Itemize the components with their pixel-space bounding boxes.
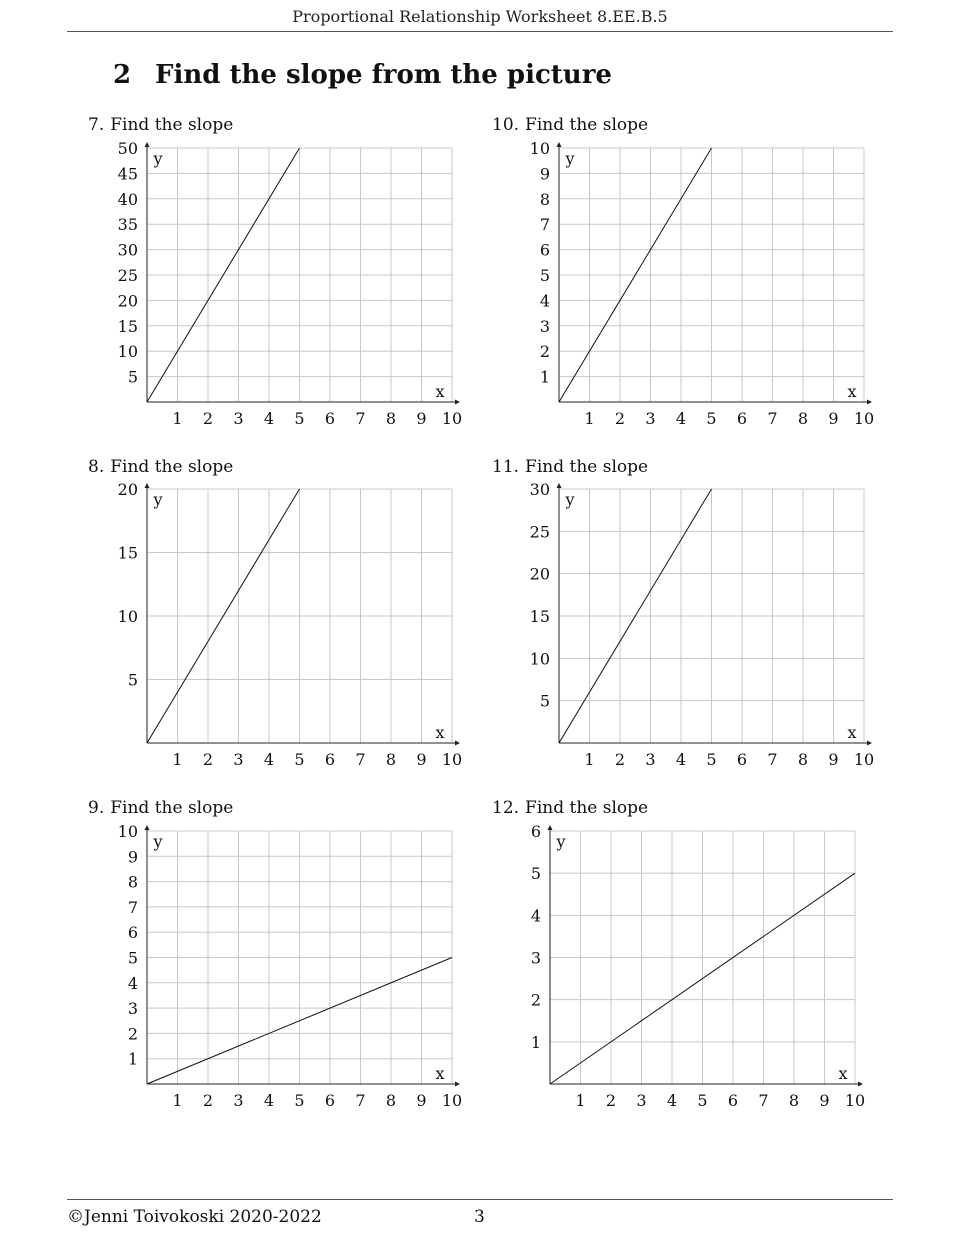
x-axis-arrow-icon [858, 1082, 863, 1087]
section-number: 2 [113, 60, 132, 90]
x-tick-label: 7 [355, 409, 366, 428]
y-tick-label: 3 [539, 316, 550, 336]
x-tick-label: 6 [324, 750, 336, 769]
x-tick-label: 7 [355, 750, 366, 769]
x-tick-label: 6 [727, 1091, 739, 1110]
y-tick-label: 15 [117, 316, 138, 336]
x-tick-label: 10 [441, 750, 463, 769]
x-tick-label: 2 [202, 750, 214, 769]
problem-prompt: Find the slope [525, 457, 649, 477]
x-tick-label: 2 [605, 1091, 617, 1110]
y-axis-label: y [556, 832, 566, 851]
problem-number: 9. [88, 798, 105, 818]
problem-number: 12. [492, 798, 520, 818]
y-tick-label: 2 [127, 1024, 138, 1044]
x-tick-label: 5 [706, 409, 717, 428]
y-tick-label: 6 [539, 240, 550, 260]
x-tick-label: 4 [263, 1091, 275, 1110]
y-tick-label: 8 [539, 189, 550, 209]
y-axis-label: y [153, 490, 163, 509]
x-tick-label: 2 [202, 1091, 214, 1110]
y-tick-label: 1 [539, 367, 550, 387]
y-tick-label: 20 [117, 480, 138, 499]
y-tick-label: 20 [117, 291, 138, 311]
graph-12 [531, 822, 865, 1110]
y-tick-label: 9 [127, 847, 138, 867]
y-axis-arrow-icon [548, 825, 553, 830]
y-tick-label: 15 [529, 607, 550, 626]
x-tick-label: 3 [233, 1091, 244, 1110]
x-tick-label: 10 [853, 409, 875, 428]
y-axis-arrow-icon [145, 142, 150, 147]
x-tick-label: 8 [385, 1091, 397, 1110]
y-tick-label: 3 [530, 948, 541, 968]
x-tick-label: 5 [706, 750, 717, 769]
x-tick-label: 8 [797, 750, 809, 769]
y-tick-label: 3 [127, 999, 138, 1019]
y-tick-label: 5 [539, 691, 550, 711]
y-tick-label: 8 [127, 872, 138, 892]
x-tick-label: 6 [324, 409, 336, 428]
y-axis-label: y [153, 832, 163, 851]
x-axis-label: x [435, 723, 445, 742]
x-tick-label: 7 [355, 1091, 366, 1110]
x-tick-label: 8 [385, 750, 397, 769]
y-tick-label: 10 [529, 649, 550, 669]
y-axis-arrow-icon [557, 142, 562, 147]
page-header: Proportional Relationship Worksheet 8.EE.B.5 [292, 7, 668, 26]
x-tick-label: 1 [584, 750, 595, 769]
x-tick-label: 9 [828, 750, 839, 769]
x-axis-arrow-icon [455, 741, 460, 746]
y-tick-label: 5 [127, 670, 138, 690]
footer-copyright: ©Jenni Toivokoski 2020-2022 [67, 1207, 322, 1227]
problem-prompt: Find the slope [110, 798, 234, 818]
y-tick-label: 4 [127, 973, 138, 993]
y-axis-label: y [565, 149, 575, 168]
x-axis-label: x [435, 382, 445, 401]
x-tick-label: 1 [575, 1091, 586, 1110]
page-number: 3 [474, 1207, 485, 1227]
x-tick-label: 9 [416, 1091, 427, 1110]
problem-number: 11. [492, 457, 520, 477]
y-axis-arrow-icon [557, 483, 562, 488]
x-tick-label: 5 [294, 409, 305, 428]
x-tick-label: 4 [675, 750, 687, 769]
x-tick-label: 4 [263, 409, 275, 428]
x-axis-arrow-icon [867, 741, 872, 746]
y-tick-label: 6 [127, 923, 138, 943]
x-tick-label: 10 [853, 750, 875, 769]
y-tick-label: 5 [127, 948, 138, 968]
x-axis-arrow-icon [455, 1082, 460, 1087]
y-tick-label: 40 [117, 189, 138, 209]
y-tick-label: 7 [539, 215, 550, 235]
section-title: Find the slope from the picture [155, 60, 612, 90]
x-tick-label: 1 [172, 409, 183, 428]
x-tick-label: 5 [697, 1091, 708, 1110]
y-tick-label: 30 [117, 240, 138, 260]
y-tick-label: 15 [117, 543, 138, 563]
x-tick-label: 6 [324, 1091, 336, 1110]
y-axis-label: y [565, 490, 575, 509]
x-tick-label: 5 [294, 1091, 305, 1110]
x-axis-label: x [435, 1064, 445, 1083]
problem-number: 7. [88, 115, 105, 135]
y-tick-label: 6 [530, 822, 541, 841]
x-axis-arrow-icon [455, 400, 460, 405]
y-tick-label: 9 [539, 164, 550, 184]
x-tick-label: 3 [233, 409, 244, 428]
y-axis-label: y [153, 149, 163, 168]
x-tick-label: 3 [645, 750, 656, 769]
x-tick-label: 2 [614, 750, 626, 769]
graph-8 [118, 480, 463, 769]
x-tick-label: 6 [736, 750, 748, 769]
y-axis-arrow-icon [145, 483, 150, 488]
y-tick-label: 10 [529, 139, 550, 158]
x-tick-label: 1 [172, 750, 183, 769]
y-tick-label: 5 [539, 266, 550, 285]
x-tick-label: 7 [767, 409, 778, 428]
y-tick-label: 1 [127, 1049, 138, 1069]
x-tick-label: 1 [584, 409, 595, 428]
graph-7 [118, 139, 463, 428]
x-tick-label: 9 [828, 409, 839, 428]
y-tick-label: 10 [117, 822, 138, 841]
y-tick-label: 2 [539, 342, 550, 362]
x-tick-label: 10 [844, 1091, 866, 1110]
footer-rule [67, 1199, 893, 1200]
graph-10 [530, 139, 875, 428]
x-tick-label: 10 [441, 409, 463, 428]
graph-9 [118, 822, 463, 1110]
x-tick-label: 5 [294, 750, 305, 769]
y-tick-label: 10 [117, 342, 138, 362]
x-tick-label: 1 [172, 1091, 183, 1110]
y-tick-label: 2 [530, 990, 541, 1010]
x-tick-label: 3 [233, 750, 244, 769]
x-tick-label: 9 [819, 1091, 830, 1110]
problem-number: 8. [88, 457, 105, 477]
y-tick-label: 30 [529, 480, 550, 499]
y-tick-label: 20 [529, 564, 550, 584]
x-tick-label: 3 [645, 409, 656, 428]
y-tick-label: 5 [127, 367, 138, 387]
x-tick-label: 2 [202, 409, 214, 428]
y-axis-arrow-icon [145, 825, 150, 830]
y-tick-label: 7 [127, 897, 138, 917]
x-tick-label: 2 [614, 409, 626, 428]
graph-11 [530, 480, 875, 769]
y-tick-label: 25 [529, 522, 550, 542]
problem-prompt: Find the slope [525, 798, 649, 818]
y-tick-label: 25 [117, 266, 138, 285]
x-tick-label: 3 [636, 1091, 647, 1110]
x-tick-label: 4 [666, 1091, 678, 1110]
x-tick-label: 9 [416, 750, 427, 769]
y-tick-label: 45 [117, 164, 138, 184]
x-tick-label: 4 [263, 750, 275, 769]
x-tick-label: 6 [736, 409, 748, 428]
y-tick-label: 5 [530, 864, 541, 884]
problem-number: 10. [492, 115, 520, 135]
x-axis-label: x [847, 723, 857, 742]
x-axis-label: x [838, 1064, 848, 1083]
x-tick-label: 7 [767, 750, 778, 769]
y-tick-label: 4 [530, 906, 541, 926]
problem-prompt: Find the slope [525, 115, 649, 135]
x-tick-label: 8 [385, 409, 397, 428]
y-tick-label: 50 [117, 139, 138, 158]
problem-prompt: Find the slope [110, 115, 234, 135]
x-axis-label: x [847, 382, 857, 401]
x-tick-label: 9 [416, 409, 427, 428]
y-tick-label: 1 [530, 1032, 541, 1052]
y-tick-label: 10 [117, 607, 138, 626]
x-tick-label: 10 [441, 1091, 463, 1110]
x-tick-label: 4 [675, 409, 687, 428]
problem-prompt: Find the slope [110, 457, 234, 477]
y-tick-label: 4 [539, 291, 550, 311]
y-tick-label: 35 [117, 215, 138, 235]
x-tick-label: 8 [797, 409, 809, 428]
x-tick-label: 7 [758, 1091, 769, 1110]
x-tick-label: 8 [788, 1091, 800, 1110]
x-axis-arrow-icon [867, 400, 872, 405]
